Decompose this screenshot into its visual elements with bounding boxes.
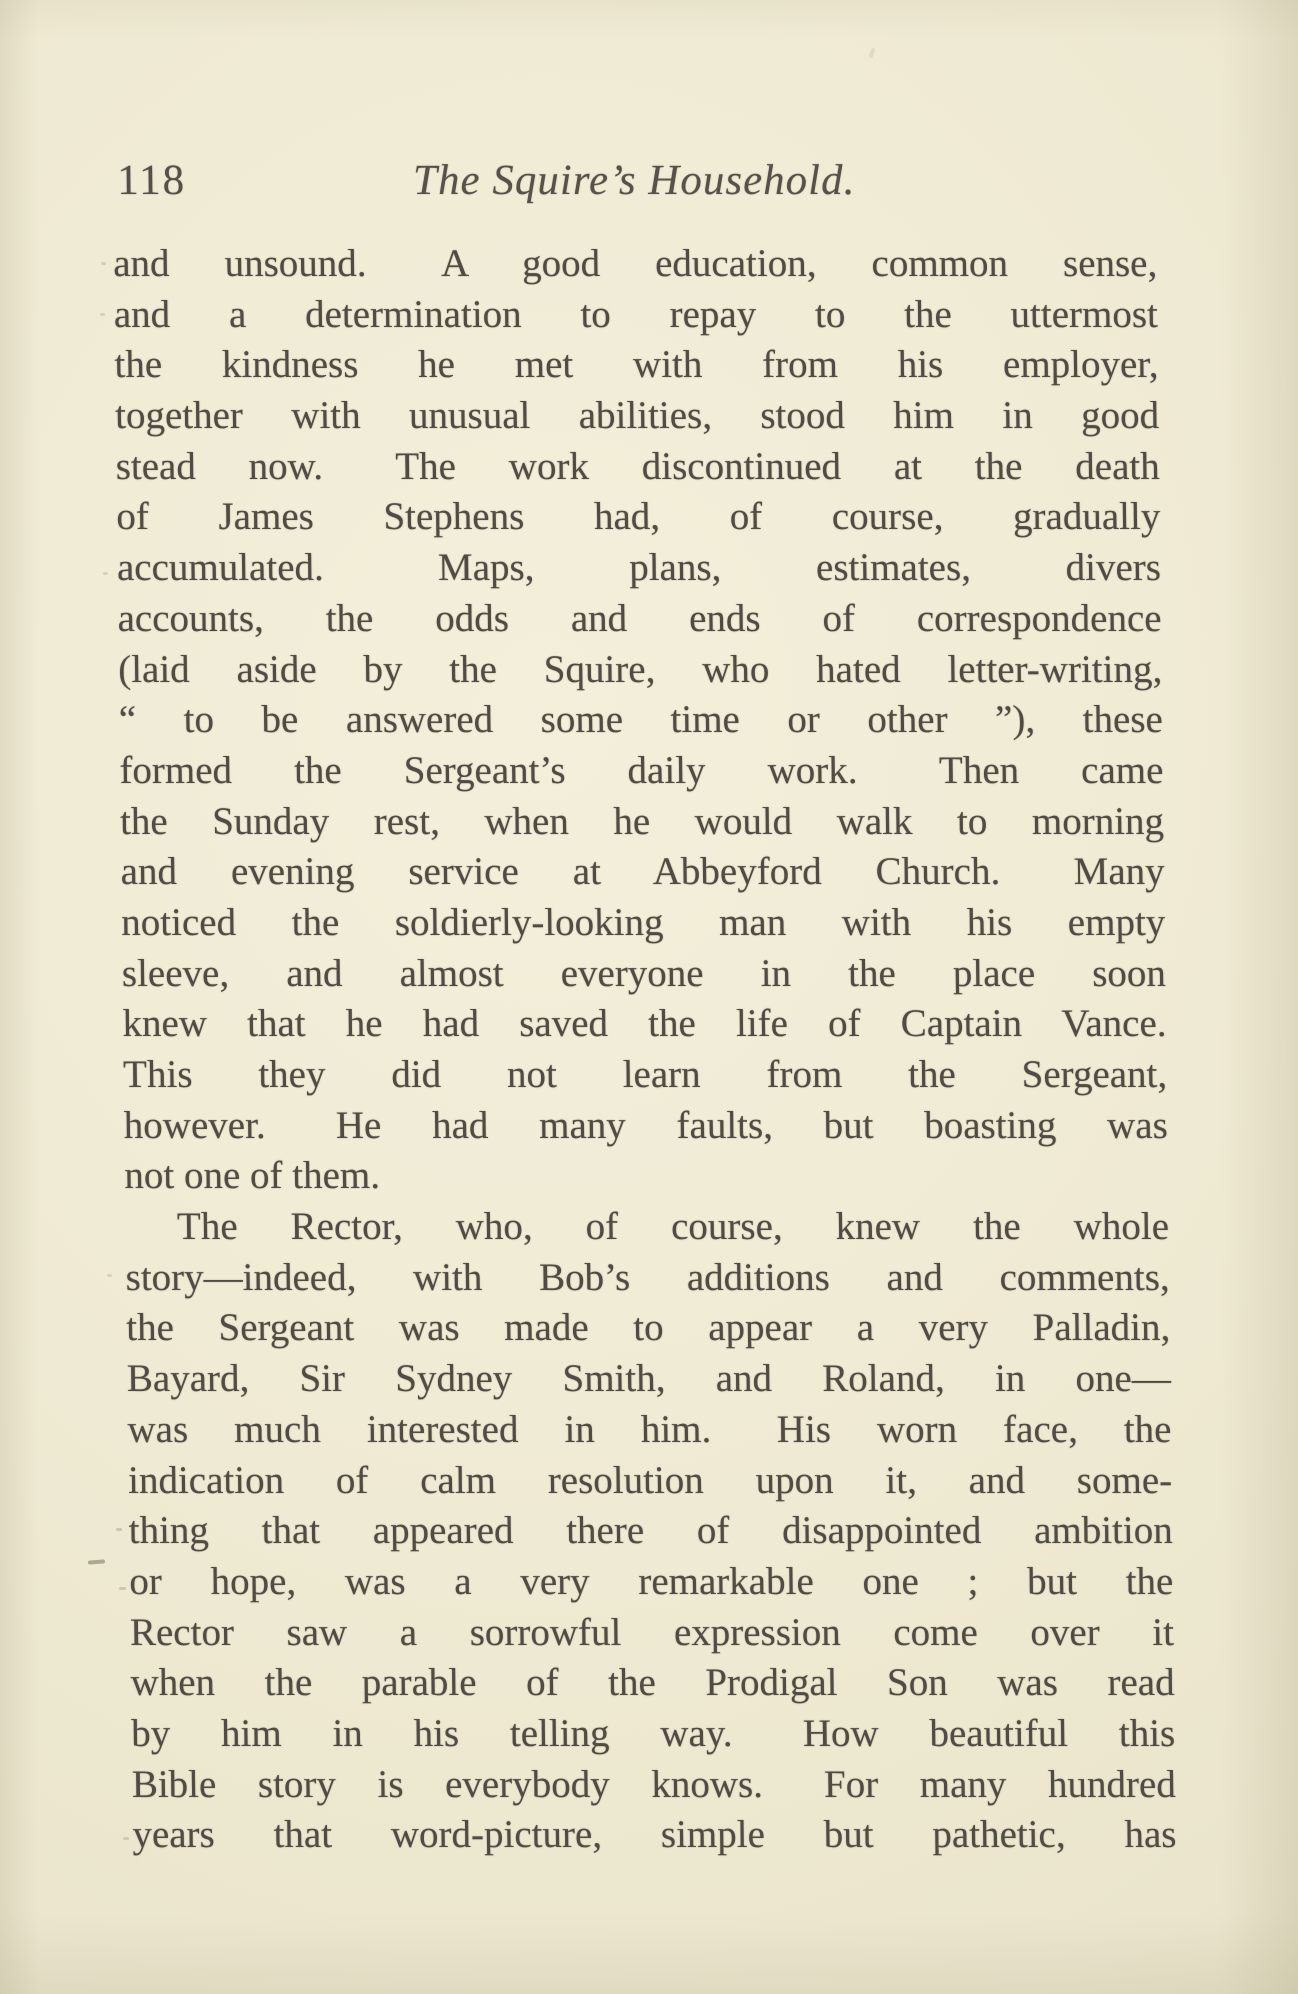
ink-speck: [116, 1528, 122, 1531]
text-line: Bible story is everybody knows. For many hundred: [131, 1762, 1177, 1806]
text-line: or hope, was a very remarkable one ; but the: [129, 1559, 1174, 1603]
running-title: The Squire’s Household.: [412, 157, 856, 204]
text-line: The Rector, who, of course, knew the whole: [176, 1205, 1170, 1249]
text-line: the kindness he met with from his employer,: [114, 343, 1159, 387]
text-line: story—indeed, with Bob’s additions and comments,: [125, 1255, 1170, 1299]
ink-speck: [107, 1274, 112, 1277]
text-line: by him in his telling way. How beautiful this: [130, 1711, 1176, 1755]
text-line: sleeve, and almost everyone in the place soon: [121, 951, 1167, 995]
text-line: was much interested in him. His worn face, the: [127, 1407, 1172, 1451]
ink-speck: [123, 1837, 129, 1840]
text-line: accumulated. Maps, plans, estimates, divers: [116, 546, 1162, 590]
text-line: (laid aside by the Squire, who hated letter-writing,: [117, 647, 1163, 691]
text-line: indication of calm resolution upon it, and some-: [127, 1458, 1173, 1502]
text-line: the Sergeant was made to appear a very Palladin,: [125, 1306, 1171, 1350]
text-line: “ to be answered some time or other ”), these: [118, 698, 1164, 742]
text-line: Bayard, Sir Sydney Smith, and Roland, in one—: [126, 1357, 1172, 1401]
paragraph: [125, 1202, 1177, 1861]
text-line: Rector saw a sorrowful expression come over it: [129, 1610, 1175, 1654]
page-number: 118: [116, 157, 187, 204]
text-line: together with unusual abilities, stood him in good: [114, 394, 1160, 438]
text-line: and evening service at Abbeyford Church. Many: [120, 850, 1165, 894]
ink-speck: [100, 313, 105, 316]
text-line: of James Stephens had, of course, gradually: [116, 495, 1161, 539]
body-text: [113, 239, 1177, 1861]
paragraph: [113, 239, 1169, 1202]
text-line: however. He had many faults, but boasting was: [123, 1103, 1169, 1147]
ink-speck: [119, 1587, 126, 1590]
text-line: when the parable of the Prodigal Son was read: [130, 1661, 1175, 1705]
text-line: not one of them.: [124, 1154, 381, 1198]
page-header: [112, 156, 1157, 208]
ink-speck: [101, 262, 106, 265]
text-line: knew that he had saved the life of Captain Vance.: [122, 1002, 1167, 1046]
text-line: thing that appeared there of disappointed ambition: [128, 1509, 1173, 1553]
text-line: and a determination to repay to the uttermost: [113, 292, 1159, 336]
text-line: stead now. The work discontinued at the death: [115, 444, 1160, 488]
text-line: years that word-picture, simple but pathetic, has: [132, 1813, 1177, 1857]
text-line: formed the Sergeant’s daily work. Then came: [119, 748, 1164, 792]
text-line: and unsound. A good education, common sense,: [112, 242, 1158, 285]
text-line: the Sunday rest, when he would walk to morning: [119, 799, 1165, 843]
text-line: This they did not learn from the Sergeant,: [122, 1053, 1168, 1096]
ink-speck: [103, 572, 108, 575]
text-line: noticed the soldierly-looking man with his empty: [121, 900, 1166, 944]
text-line: accounts, the odds and ends of correspondence: [117, 596, 1162, 640]
